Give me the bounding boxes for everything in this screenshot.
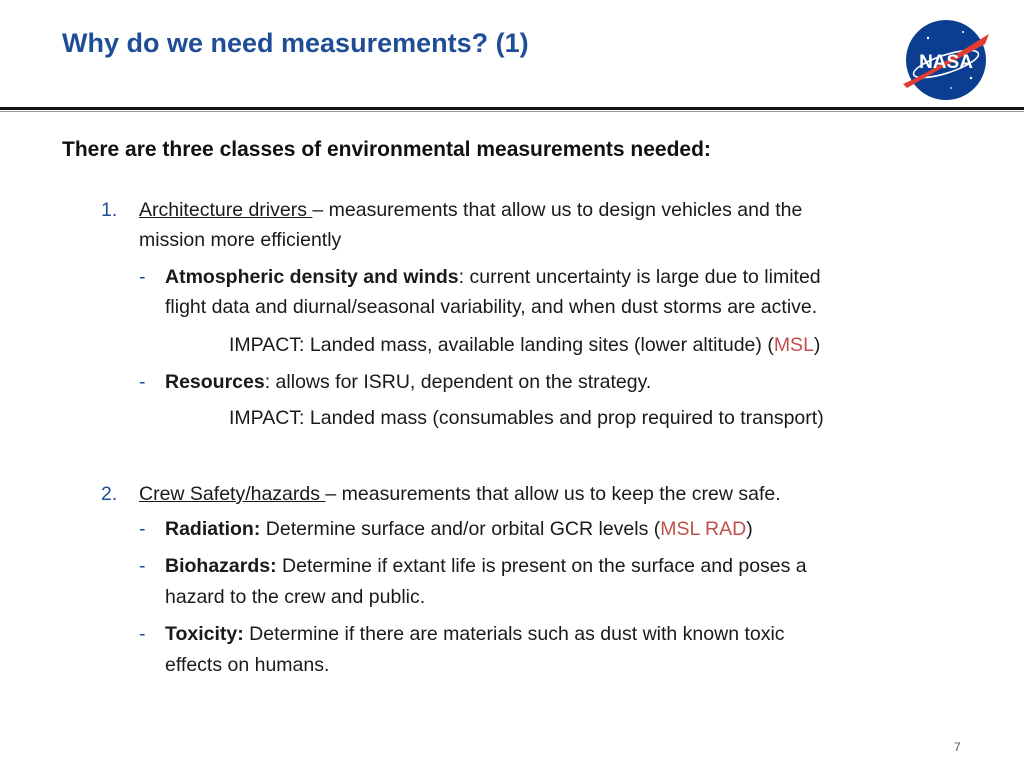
item-heading: Crew Safety/hazards: [139, 483, 326, 505]
sub-item-line: [165, 621, 785, 647]
sub-item-text: : current uncertainty is large due to limited: [458, 266, 821, 288]
sub-item-text-cont: hazard to the crew and public.: [165, 586, 426, 608]
list-item-heading-line: [139, 197, 802, 223]
sub-item-title: Toxicity:: [165, 623, 244, 645]
impact-line: [229, 332, 820, 358]
sub-item-line: [165, 369, 651, 395]
slide-title: Why do we need measurements? (1): [62, 28, 529, 58]
sub-bullet-dash: -: [139, 518, 146, 540]
sub-item-title: Atmospheric density and winds: [165, 266, 459, 288]
title-divider-thin: [0, 111, 1024, 112]
logo-wordmark: NASA: [919, 52, 973, 73]
title-divider: [0, 107, 1024, 110]
sub-item-line: [165, 264, 821, 290]
sub-item-title: Resources: [165, 371, 265, 393]
impact-suffix: ): [813, 334, 821, 356]
sub-item-text-cont: flight data and diurnal/seasonal variability, and when dust storms are active.: [165, 296, 818, 318]
sub-bullet-dash: -: [139, 623, 146, 645]
sub-item-text: Determine if extant life is present on the surface and poses a: [276, 555, 807, 577]
item-heading: Architecture drivers: [139, 199, 313, 221]
sub-item-text: Determine surface and/or orbital GCR levels (: [260, 518, 661, 540]
sub-item-text-end: ): [746, 518, 753, 540]
sub-item-title: Radiation:: [165, 518, 261, 540]
item-description: – measurements that allow us to keep the crew safe.: [325, 483, 781, 505]
impact-line: IMPACT: Landed mass (consumables and prop required to transport): [229, 407, 824, 429]
sub-bullet-dash: -: [139, 266, 146, 288]
sub-bullet-dash: -: [139, 371, 146, 393]
sub-item-line: [165, 553, 807, 579]
sub-item-line: [165, 516, 753, 542]
sub-item-title: Biohazards:: [165, 555, 277, 577]
page-number: 7: [954, 740, 961, 754]
sub-item-text: Determine if there are materials such as dust with known toxic: [243, 623, 785, 645]
item-number: 2.: [101, 483, 118, 505]
msl-rad-link[interactable]: MSL RAD: [660, 518, 747, 540]
item-number: 1.: [101, 199, 118, 221]
sub-item-text-cont: effects on humans.: [165, 654, 330, 676]
nasa-logo: [901, 18, 991, 102]
lead-sentence: There are three classes of environmental measurements needed:: [62, 138, 711, 161]
sub-item-text: : allows for ISRU, dependent on the strategy.: [264, 371, 652, 393]
impact-text: IMPACT: Landed mass, available landing sites (lower altitude) (: [229, 334, 774, 356]
sub-bullet-dash: -: [139, 555, 146, 577]
msl-link[interactable]: MSL: [773, 334, 814, 356]
item-description-cont: mission more efficiently: [139, 229, 342, 251]
list-item-heading-line: [139, 481, 781, 507]
item-description: – measurements that allow us to design vehicles and the: [312, 199, 803, 221]
